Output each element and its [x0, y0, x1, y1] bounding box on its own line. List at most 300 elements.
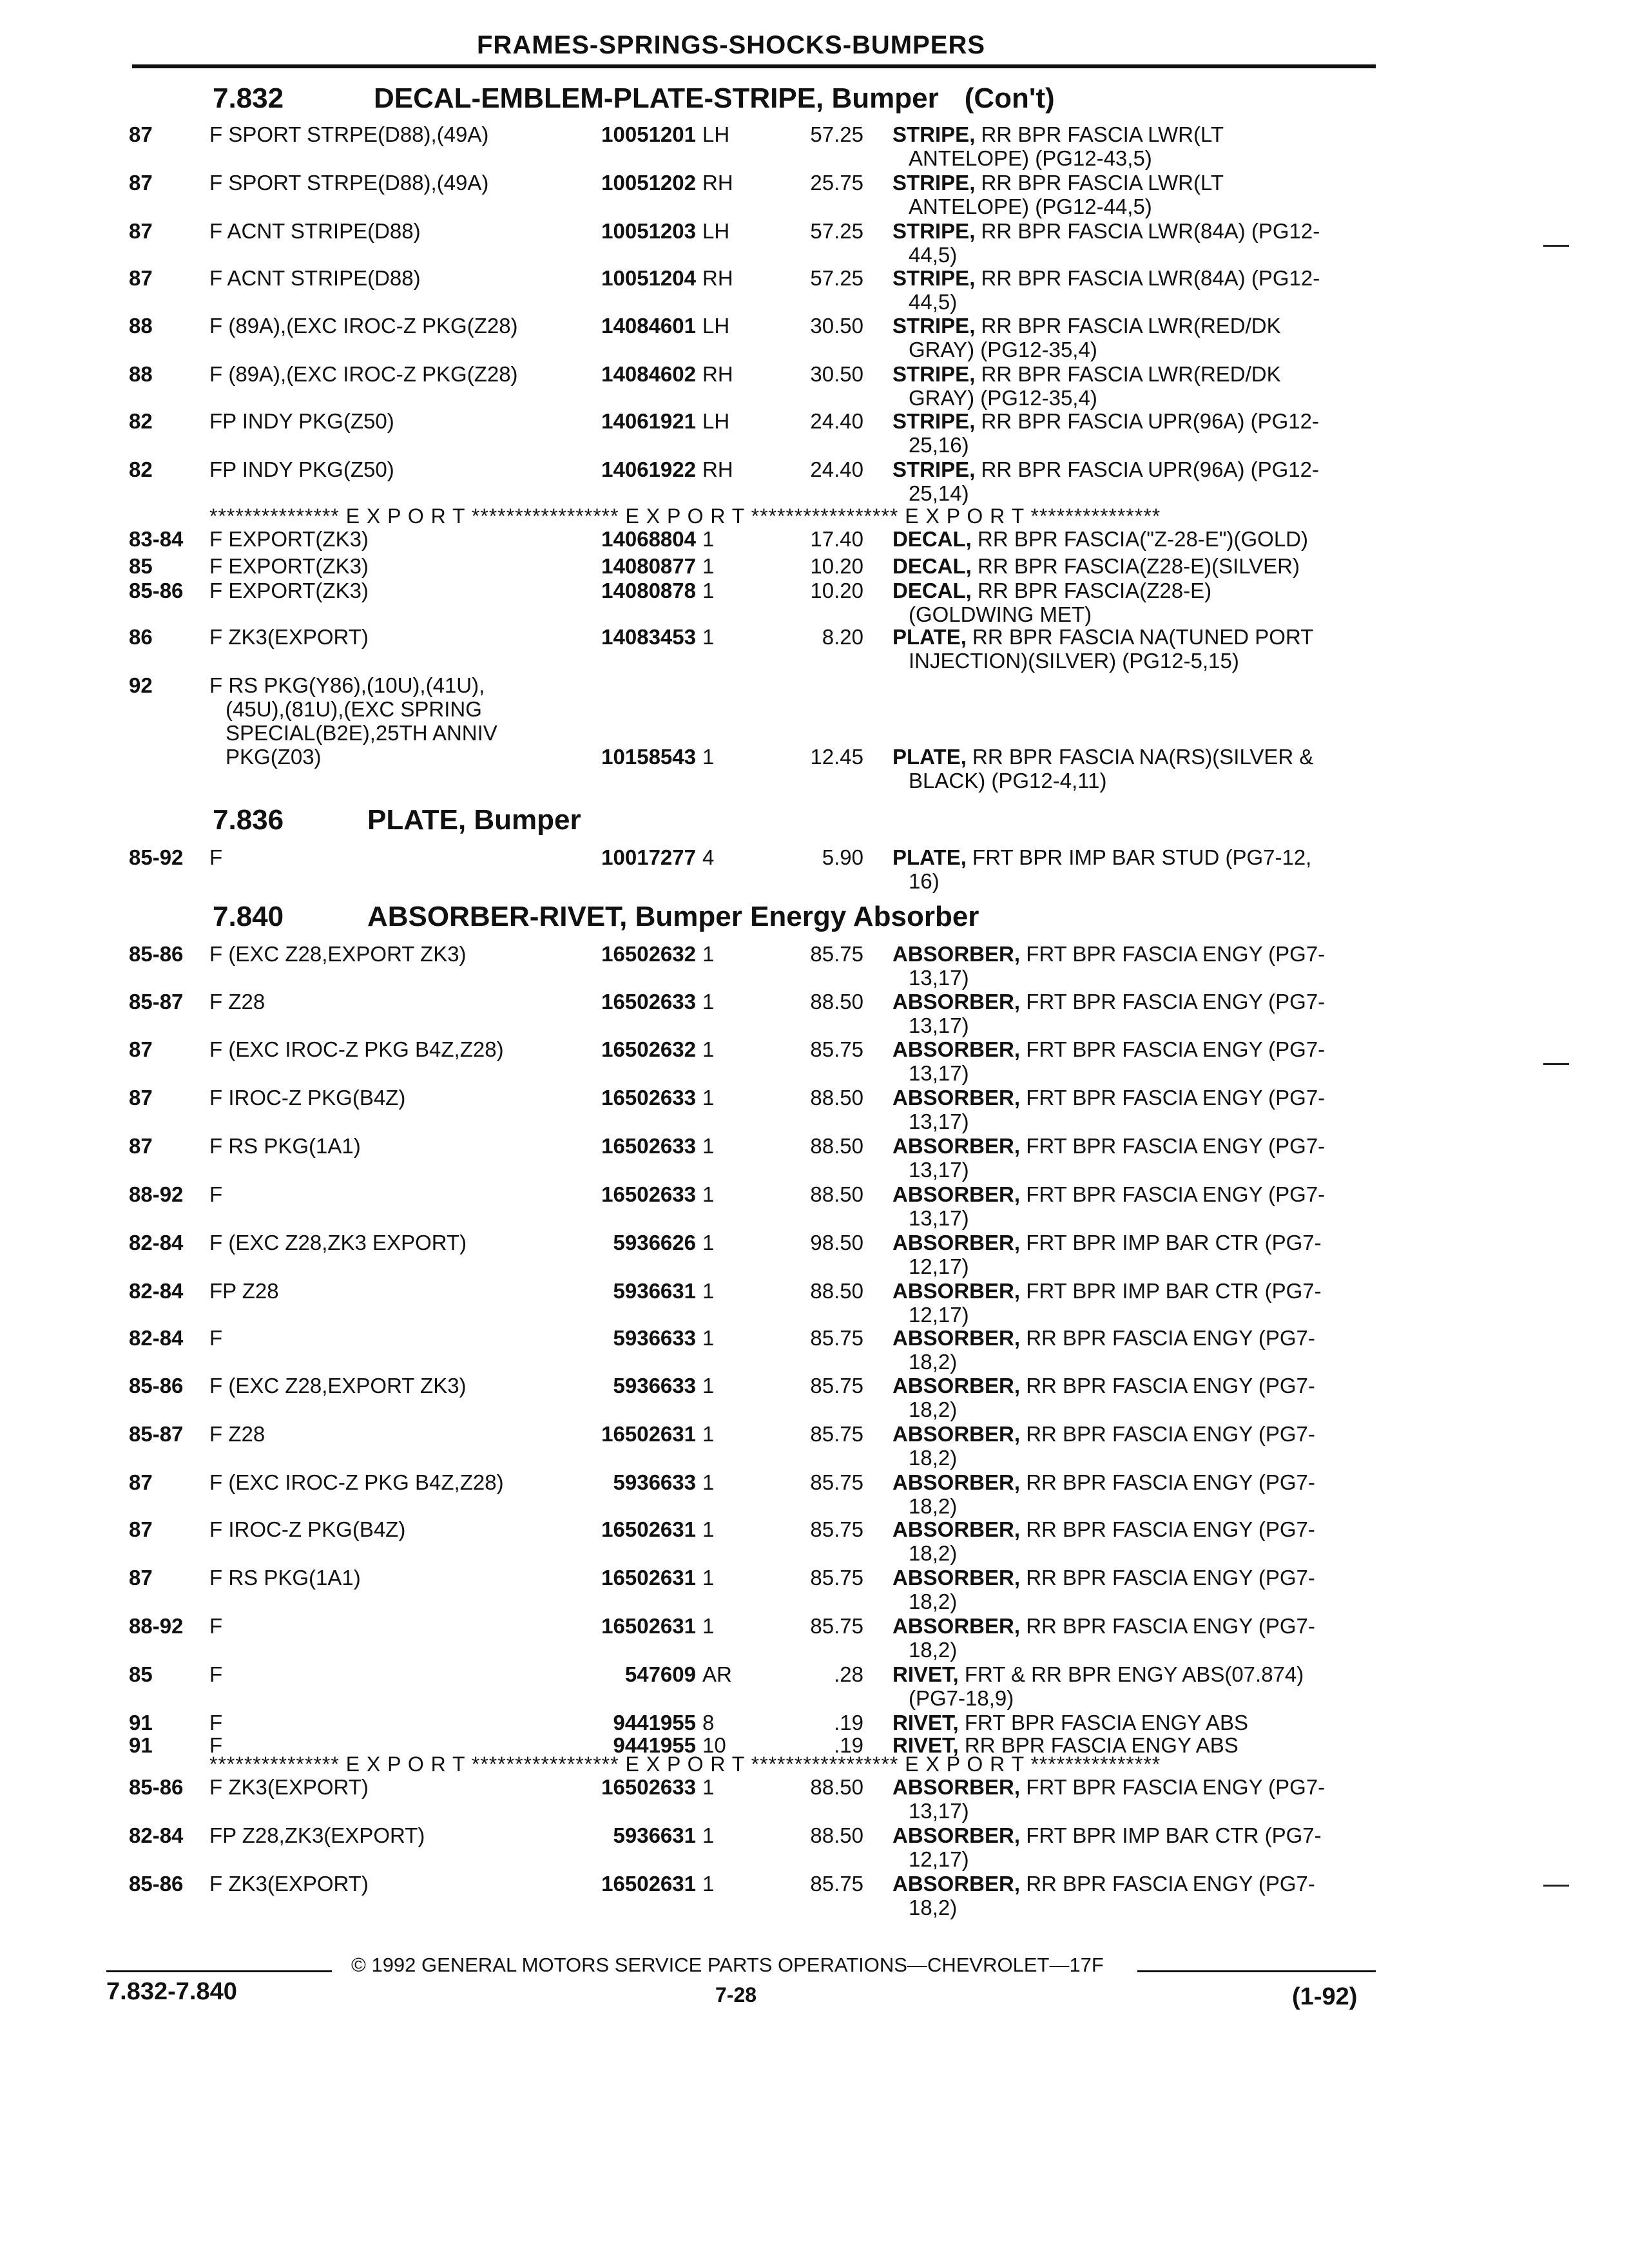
- usage-description: F IROC-Z PKG(B4Z): [209, 1086, 406, 1110]
- part-name-noun: PLATE,: [892, 745, 967, 769]
- model-year: 85-86: [129, 1374, 184, 1398]
- part-name: [892, 1037, 1325, 1085]
- table-row: [0, 990, 1629, 1035]
- usage-description: F ACNT STRIPE(D88): [209, 219, 421, 243]
- model-year: 85-86: [129, 1872, 184, 1896]
- model-year: 91: [129, 1711, 153, 1735]
- part-name-detail: RR BPR FASCIA ENGY ABS: [958, 1733, 1239, 1757]
- price: 85.75: [810, 1517, 863, 1541]
- part-number: 9441955: [613, 1711, 696, 1735]
- part-name-noun: ABSORBER,: [892, 1326, 1021, 1350]
- part-name: [892, 1517, 1315, 1565]
- usage-description: F EXPORT(ZK3): [209, 579, 369, 602]
- quantity: 1: [702, 1775, 715, 1799]
- part-name-detail: FRT BPR FASCIA ENGY (PG7-: [1020, 1182, 1325, 1206]
- price: 88.50: [810, 1279, 863, 1303]
- model-year: 82-84: [129, 1326, 184, 1350]
- price: 85.75: [810, 1872, 863, 1896]
- model-year: 88: [129, 362, 153, 386]
- quantity: 1: [702, 1231, 715, 1254]
- price: 85.75: [810, 1614, 863, 1638]
- quantity: 1: [702, 527, 715, 551]
- part-name-detail: FRT BPR FASCIA ENGY (PG7-: [1020, 1037, 1325, 1061]
- part-name-continued: 18,2): [909, 1446, 958, 1470]
- part-name-continued: 18,2): [909, 1350, 958, 1374]
- part-name-detail: FRT BPR FASCIA ENGY (PG7-: [1020, 1775, 1325, 1799]
- part-name-noun: RIVET,: [892, 1711, 959, 1735]
- model-year: 82: [129, 409, 153, 433]
- usage-line: F RS PKG(Y86),(10U),(41U),: [209, 673, 485, 697]
- table-row: [0, 1374, 1629, 1419]
- part-name-detail: RR BPR FASCIA(Z28-E): [971, 579, 1212, 602]
- part-number: 10051203: [601, 219, 696, 243]
- table-row: [0, 1872, 1629, 1917]
- quantity: 1: [702, 745, 715, 769]
- quantity: LH: [702, 409, 730, 433]
- footer-page-number: 7-28: [715, 1983, 757, 2006]
- part-name-noun: ABSORBER,: [892, 1775, 1021, 1799]
- part-name-detail: RR BPR FASCIA("Z-28-E")(GOLD): [971, 527, 1308, 551]
- model-year: 87: [129, 1566, 153, 1590]
- margin-tick: [1543, 1063, 1569, 1065]
- quantity: RH: [702, 171, 733, 195]
- table-row: [0, 845, 1629, 893]
- model-year: 92: [129, 673, 153, 697]
- part-number: 16502633: [601, 1134, 696, 1158]
- model-year: 87: [129, 1037, 153, 1061]
- table-row: [0, 1231, 1629, 1276]
- price: 85.75: [810, 1470, 863, 1494]
- section-title: PLATE, Bumper: [367, 804, 581, 836]
- part-name: [892, 1374, 1315, 1421]
- part-number: 10051202: [601, 171, 696, 195]
- quantity: LH: [702, 219, 730, 243]
- part-number: 5936633: [613, 1374, 696, 1398]
- usage-description: F ZK3(EXPORT): [209, 625, 369, 649]
- part-name: [892, 579, 1211, 626]
- part-number: 5936633: [613, 1470, 696, 1494]
- table-row: [0, 122, 1629, 168]
- price: .19: [834, 1711, 863, 1735]
- part-name-noun: ABSORBER,: [892, 1566, 1021, 1590]
- part-name-continued: 16): [909, 869, 940, 893]
- part-name-noun: ABSORBER,: [892, 1614, 1021, 1638]
- part-name-continued: 13,17): [909, 1110, 969, 1133]
- usage-description: F Z28: [209, 1422, 265, 1446]
- part-name-detail: RR BPR FASCIA LWR(LT: [975, 122, 1224, 146]
- model-year: 87: [129, 122, 153, 146]
- price: .19: [834, 1733, 863, 1757]
- part-number: 5936633: [613, 1326, 696, 1350]
- quantity: 1: [702, 1517, 715, 1541]
- part-name: [892, 1134, 1325, 1182]
- part-name-continued: 12,17): [909, 1847, 969, 1871]
- part-number: 14061921: [601, 409, 696, 433]
- part-name: [892, 745, 1313, 793]
- price: 30.50: [810, 362, 863, 386]
- quantity: 1: [702, 1086, 715, 1110]
- price: 85.75: [810, 1566, 863, 1590]
- section-title: ABSORBER-RIVET, Bumper Energy Absorber: [367, 901, 979, 932]
- part-name-noun: ABSORBER,: [892, 1086, 1021, 1110]
- part-number: 16502633: [601, 1182, 696, 1206]
- part-number: 16502633: [601, 1086, 696, 1110]
- part-name-continued: 25,16): [909, 433, 969, 457]
- usage-description: F: [209, 1614, 223, 1638]
- model-year: 87: [129, 1517, 153, 1541]
- part-name-detail: RR BPR FASCIA LWR(84A) (PG12-: [975, 219, 1320, 243]
- usage-description: F EXPORT(ZK3): [209, 527, 369, 551]
- usage-description: F: [209, 1711, 223, 1735]
- usage-description: F Z28: [209, 990, 265, 1014]
- part-name-noun: DECAL,: [892, 554, 972, 578]
- price: 85.75: [810, 942, 863, 966]
- model-year: 86: [129, 625, 153, 649]
- price: 5.90: [822, 845, 863, 869]
- part-name: [892, 266, 1320, 314]
- part-name-detail: FRT BPR FASCIA ENGY ABS: [958, 1711, 1249, 1735]
- part-name-noun: STRIPE,: [892, 409, 976, 433]
- model-year: 88: [129, 314, 153, 338]
- quantity: 1: [702, 1422, 715, 1446]
- part-name-detail: RR BPR FASCIA ENGY (PG7-: [1020, 1470, 1315, 1494]
- part-name-continued: 13,17): [909, 966, 969, 990]
- part-name-noun: PLATE,: [892, 845, 967, 869]
- part-number: 5936626: [613, 1231, 696, 1254]
- price: 85.75: [810, 1422, 863, 1446]
- footer-section-range: 7.832-7.840: [106, 1978, 237, 2005]
- part-name-continued: GRAY) (PG12-35,4): [909, 386, 1097, 410]
- price: 57.25: [810, 219, 863, 243]
- usage-description: F ZK3(EXPORT): [209, 1775, 369, 1799]
- part-name: [892, 1711, 1248, 1735]
- usage-description: F (EXC IROC-Z PKG B4Z,Z28): [209, 1037, 504, 1061]
- part-number: 14080878: [601, 579, 696, 602]
- footer-rule: [1137, 1970, 1376, 1972]
- usage-description: FP INDY PKG(Z50): [209, 457, 394, 481]
- quantity: 1: [702, 942, 715, 966]
- footer-rule: [106, 1970, 332, 1972]
- part-name-detail: FRT BPR FASCIA ENGY (PG7-: [1020, 1086, 1325, 1110]
- part-number: 16502632: [601, 1037, 696, 1061]
- price: 98.50: [810, 1231, 863, 1254]
- part-number: 9441955: [613, 1733, 696, 1757]
- price: 24.40: [810, 409, 863, 433]
- part-name-noun: STRIPE,: [892, 171, 976, 195]
- part-name-detail: RR BPR FASCIA LWR(84A) (PG12-: [975, 266, 1320, 290]
- part-name-detail: RR BPR FASCIA(Z28-E)(SILVER): [971, 554, 1300, 578]
- part-name-noun: ABSORBER,: [892, 1037, 1021, 1061]
- price: 88.50: [810, 1823, 863, 1847]
- quantity: RH: [702, 457, 733, 481]
- part-number: 10158543: [601, 745, 696, 769]
- part-name-noun: ABSORBER,: [892, 1182, 1021, 1206]
- part-name-noun: STRIPE,: [892, 362, 976, 386]
- section-number: 7.832: [213, 82, 284, 114]
- quantity: 1: [702, 1470, 715, 1494]
- model-year: 82-84: [129, 1823, 184, 1847]
- model-year: 87: [129, 171, 153, 195]
- section-number: 7.836: [213, 804, 284, 836]
- part-name-detail: RR BPR FASCIA ENGY (PG7-: [1020, 1374, 1315, 1398]
- table-row: [0, 171, 1629, 216]
- part-name-continued: 13,17): [909, 1014, 969, 1037]
- part-name-detail: RR BPR FASCIA UPR(96A) (PG12-: [975, 409, 1319, 433]
- part-name-noun: DECAL,: [892, 527, 972, 551]
- usage-description: F (89A),(EXC IROC-Z PKG(Z28): [209, 362, 518, 386]
- quantity: RH: [702, 362, 733, 386]
- part-number: 16502632: [601, 942, 696, 966]
- model-year: 87: [129, 1086, 153, 1110]
- model-year: 88-92: [129, 1614, 184, 1638]
- usage-description: F: [209, 1326, 223, 1350]
- part-name: [892, 1733, 1239, 1757]
- model-year: 85-86: [129, 579, 184, 602]
- quantity: 1: [702, 1872, 715, 1896]
- usage-description: F (EXC Z28,ZK3 EXPORT): [209, 1231, 467, 1254]
- price: .28: [834, 1662, 863, 1686]
- part-name: [892, 942, 1325, 990]
- part-number: 14061922: [601, 457, 696, 481]
- part-number: 14084601: [601, 314, 696, 338]
- model-year: 85-86: [129, 942, 184, 966]
- usage-description: FP Z28,ZK3(EXPORT): [209, 1823, 425, 1847]
- margin-tick: [1543, 1885, 1569, 1887]
- price: 30.50: [810, 314, 863, 338]
- part-number: 547609: [624, 1662, 696, 1686]
- quantity: 8: [702, 1711, 715, 1735]
- quantity: 1: [702, 1279, 715, 1303]
- part-name-noun: ABSORBER,: [892, 1134, 1021, 1158]
- part-name-continued: 13,17): [909, 1799, 969, 1823]
- usage-description: F (89A),(EXC IROC-Z PKG(Z28): [209, 314, 518, 338]
- table-row: [0, 1182, 1629, 1230]
- part-number: 14080877: [601, 554, 696, 578]
- quantity: 1: [702, 1182, 715, 1206]
- table-row: [0, 1775, 1629, 1823]
- usage-line: SPECIAL(B2E),25TH ANNIV: [226, 721, 497, 745]
- usage-description: F (EXC Z28,EXPORT ZK3): [209, 1374, 467, 1398]
- table-row: [0, 1422, 1629, 1470]
- part-name: [892, 409, 1319, 457]
- part-number: 10017277: [601, 845, 696, 869]
- model-year: 83-84: [129, 527, 184, 551]
- part-name: [892, 362, 1281, 410]
- part-name: [892, 1326, 1315, 1374]
- usage-description: FP Z28: [209, 1279, 279, 1303]
- part-name: [892, 845, 1311, 893]
- model-year: 82-84: [129, 1279, 184, 1303]
- part-name-detail: RR BPR FASCIA ENGY (PG7-: [1020, 1517, 1315, 1541]
- part-number: 16502633: [601, 990, 696, 1014]
- price: 10.20: [810, 554, 863, 578]
- model-year: 85-86: [129, 1775, 184, 1799]
- part-name-detail: FRT BPR FASCIA ENGY (PG7-: [1020, 942, 1325, 966]
- part-number: 14083453: [601, 625, 696, 649]
- part-name: [892, 1566, 1315, 1613]
- part-name-continued: 25,14): [909, 481, 969, 505]
- section-number: 7.840: [213, 901, 284, 932]
- part-number: 16502631: [601, 1872, 696, 1896]
- price: 57.25: [810, 122, 863, 146]
- quantity: 1: [702, 554, 715, 578]
- usage-description: F: [209, 1733, 223, 1757]
- part-name: [892, 1872, 1315, 1919]
- table-row: [0, 362, 1629, 410]
- part-name-noun: STRIPE,: [892, 122, 976, 146]
- usage-description: F ZK3(EXPORT): [209, 1872, 369, 1896]
- part-name-detail: RR BPR FASCIA LWR(RED/DK: [975, 314, 1281, 338]
- part-name: [892, 1279, 1322, 1327]
- usage-description: F: [209, 1182, 223, 1206]
- table-row: [0, 673, 1629, 793]
- usage-description: F: [209, 845, 223, 869]
- price: 17.40: [810, 527, 863, 551]
- part-name-detail: RR BPR FASCIA ENGY (PG7-: [1020, 1566, 1315, 1590]
- export-banner: *************** E X P O R T ***************** E X P O R T ***************** E X P O R T ***************: [209, 1753, 1161, 1776]
- export-banner: *************** E X P O R T ***************** E X P O R T ***************** E X P O R T ***************: [209, 505, 1161, 528]
- price: 12.45: [810, 745, 863, 769]
- part-name-continued: 18,2): [909, 1398, 958, 1421]
- quantity: 1: [702, 1134, 715, 1158]
- part-name: [892, 1775, 1325, 1823]
- part-name-continued: ANTELOPE) (PG12-44,5): [909, 195, 1152, 218]
- part-name-continued: GRAY) (PG12-35,4): [909, 338, 1097, 361]
- model-year: 82-84: [129, 1231, 184, 1254]
- part-number: 16502631: [601, 1566, 696, 1590]
- price: 88.50: [810, 1182, 863, 1206]
- part-name-continued: 13,17): [909, 1206, 969, 1230]
- price: 88.50: [810, 990, 863, 1014]
- part-number: 5936631: [613, 1823, 696, 1847]
- part-name: [892, 527, 1308, 551]
- price: 88.50: [810, 1086, 863, 1110]
- part-number: 10051201: [601, 122, 696, 146]
- part-name: [892, 314, 1281, 361]
- part-name-continued: 12,17): [909, 1254, 969, 1278]
- part-name-detail: RR BPR FASCIA NA(RS)(SILVER &: [966, 745, 1314, 769]
- part-name: [892, 122, 1224, 170]
- price: 88.50: [810, 1134, 863, 1158]
- part-name-detail: FRT BPR IMP BAR CTR (PG7-: [1020, 1279, 1322, 1303]
- table-row: [0, 1566, 1629, 1611]
- part-name-noun: PLATE,: [892, 625, 967, 649]
- table-row: [0, 409, 1629, 457]
- part-name-detail: FRT BPR IMP BAR CTR (PG7-: [1020, 1823, 1322, 1847]
- part-name-noun: DECAL,: [892, 579, 972, 602]
- part-name-noun: STRIPE,: [892, 219, 976, 243]
- part-name-noun: ABSORBER,: [892, 1823, 1021, 1847]
- part-name: [892, 171, 1224, 218]
- quantity: 1: [702, 990, 715, 1014]
- table-row: [0, 625, 1629, 673]
- price: 85.75: [810, 1374, 863, 1398]
- usage-description: F SPORT STRPE(D88),(49A): [209, 171, 489, 195]
- table-row: [0, 314, 1629, 359]
- part-name-noun: STRIPE,: [892, 457, 976, 481]
- part-number: 14084602: [601, 362, 696, 386]
- part-name-detail: FRT BPR FASCIA ENGY (PG7-: [1020, 990, 1325, 1014]
- usage-description: F IROC-Z PKG(B4Z): [209, 1517, 406, 1541]
- quantity: AR: [702, 1662, 732, 1686]
- part-name-noun: ABSORBER,: [892, 1422, 1021, 1446]
- part-name: [892, 1470, 1315, 1518]
- price: 85.75: [810, 1326, 863, 1350]
- part-name: [892, 1231, 1322, 1278]
- usage-description: F (EXC Z28,EXPORT ZK3): [209, 942, 467, 966]
- part-name-noun: ABSORBER,: [892, 1872, 1021, 1896]
- usage-description: FP INDY PKG(Z50): [209, 409, 394, 433]
- part-name-detail: RR BPR FASCIA ENGY (PG7-: [1020, 1422, 1315, 1446]
- table-row: [0, 942, 1629, 990]
- usage-description: F: [209, 1662, 223, 1686]
- part-name-noun: RIVET,: [892, 1662, 959, 1686]
- part-name: [892, 1662, 1304, 1710]
- table-row: [0, 1470, 1629, 1518]
- price: 10.20: [810, 579, 863, 602]
- part-name-detail: RR BPR FASCIA ENGY (PG7-: [1020, 1326, 1315, 1350]
- part-name: [892, 554, 1300, 578]
- table-row: [0, 1279, 1629, 1327]
- part-name-continued: 18,2): [909, 1638, 958, 1662]
- price: 88.50: [810, 1775, 863, 1799]
- model-year: 88-92: [129, 1182, 184, 1206]
- part-number: 5936631: [613, 1279, 696, 1303]
- part-name-continued: (PG7-18,9): [909, 1686, 1014, 1710]
- part-number: 16502631: [601, 1422, 696, 1446]
- part-name: [892, 1182, 1325, 1230]
- table-row: [0, 219, 1629, 267]
- usage-description: F EXPORT(ZK3): [209, 554, 369, 578]
- part-name-detail: RR BPR FASCIA LWR(LT: [975, 171, 1224, 195]
- part-name-continued: BLACK) (PG12-4,11): [909, 769, 1107, 793]
- part-name-detail: RR BPR FASCIA ENGY (PG7-: [1020, 1614, 1315, 1638]
- part-name: [892, 457, 1319, 505]
- part-name-detail: RR BPR FASCIA ENGY (PG7-: [1020, 1872, 1315, 1896]
- section-continued: (Con't): [964, 82, 1055, 114]
- part-name-noun: ABSORBER,: [892, 1279, 1021, 1303]
- part-name-detail: FRT BPR IMP BAR CTR (PG7-: [1020, 1231, 1322, 1254]
- part-number: 14068804: [601, 527, 696, 551]
- section-title: DECAL-EMBLEM-PLATE-STRIPE, Bumper (Con't): [374, 82, 1055, 114]
- table-row: [0, 457, 1629, 503]
- table-row: [0, 1134, 1629, 1182]
- part-name-continued: 13,17): [909, 1158, 969, 1182]
- part-number: 16502633: [601, 1775, 696, 1799]
- part-name-detail: FRT BPR IMP BAR STUD (PG7-12,: [966, 845, 1312, 869]
- part-name-continued: (GOLDWING MET): [909, 602, 1092, 626]
- model-year: 85: [129, 554, 153, 578]
- table-row: [0, 1086, 1629, 1131]
- table-row: [0, 1662, 1629, 1710]
- model-year: 85-87: [129, 990, 184, 1014]
- footer-revision-date: (1-92): [1292, 1983, 1358, 2010]
- quantity: 1: [702, 1326, 715, 1350]
- price: 8.20: [822, 625, 863, 649]
- part-name-detail: FRT & RR BPR ENGY ABS(07.874): [958, 1662, 1304, 1686]
- part-name-detail: FRT BPR FASCIA ENGY (PG7-: [1020, 1134, 1325, 1158]
- model-year: 85: [129, 1662, 153, 1686]
- part-name-continued: 18,2): [909, 1590, 958, 1613]
- part-name-noun: ABSORBER,: [892, 990, 1021, 1014]
- usage-description: F SPORT STRPE(D88),(49A): [209, 122, 489, 146]
- quantity: 10: [702, 1733, 726, 1757]
- part-number: 16502631: [601, 1614, 696, 1638]
- part-name-noun: ABSORBER,: [892, 1517, 1021, 1541]
- part-name-noun: ABSORBER,: [892, 1374, 1021, 1398]
- footer-copyright: © 1992 GENERAL MOTORS SERVICE PARTS OPERATIONS—CHEVROLET—17F: [351, 1954, 1104, 1976]
- usage-description: F RS PKG(1A1): [209, 1566, 361, 1590]
